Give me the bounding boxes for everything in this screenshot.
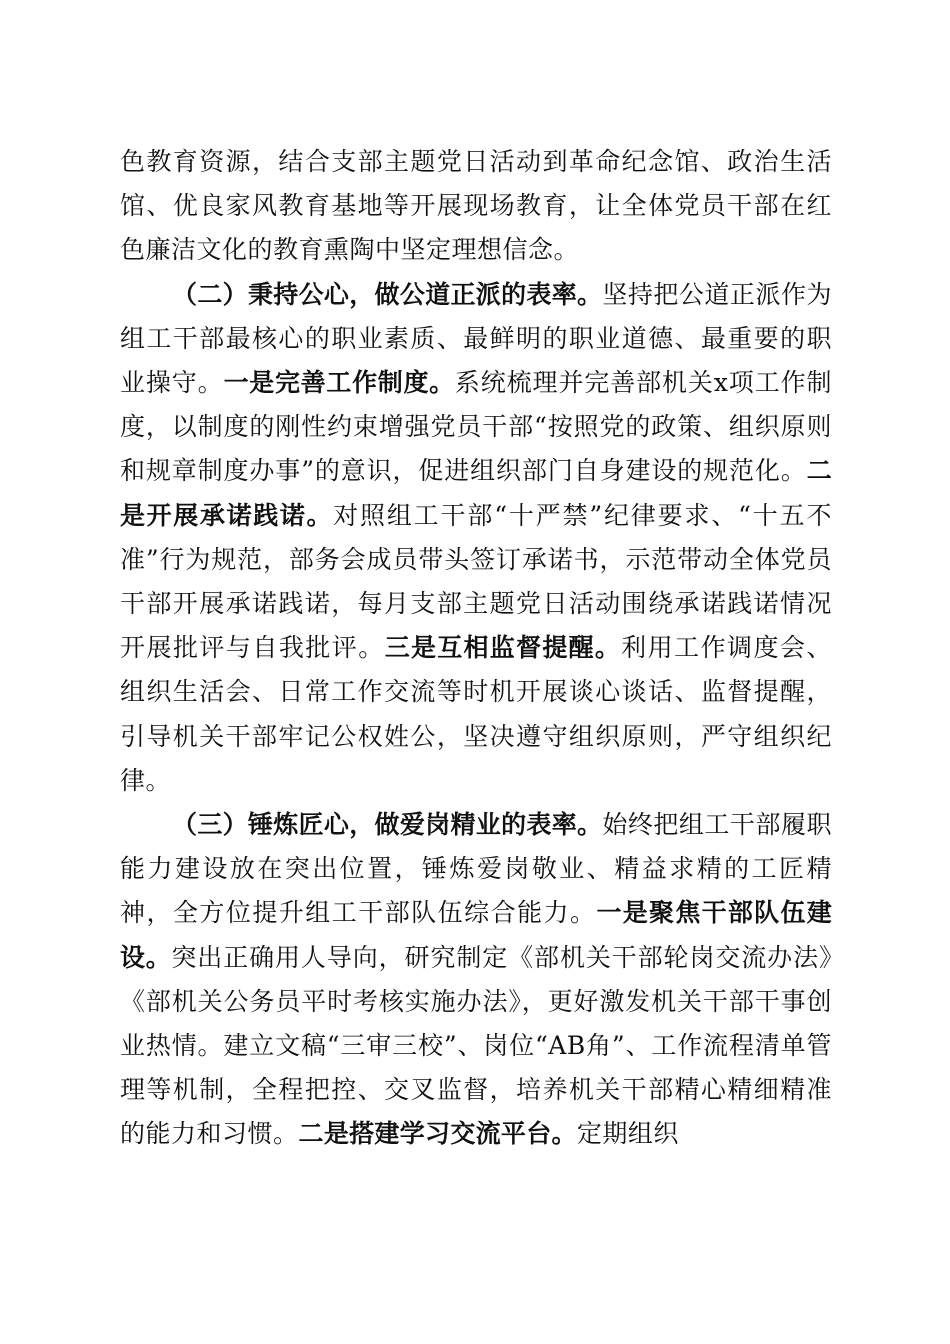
body-text-run: 坚持把公道正派作为组工干部最核心的职业素质、最鲜明的职业道德、最重要的职业操守。 <box>120 279 832 398</box>
body-text-run: 系统梳理并完善部机关x项工作制度，以制度的刚性约束增强党员干部“按照党的政策、组织原则和规章制度办事”的意识，促进组织部门自身建设的规范化。 <box>120 368 832 486</box>
body-text-run: 对照组工干部“十严禁”纪律要求、“十五不准”行为规范，部务会成员带头签订承诺书，示范带动全体党员干部开展承诺践诺，每月支部主题党日活动围绕承诺践诺情况开展批评与自我批评。 <box>120 500 832 663</box>
bold-heading-text: 二是开展承诺践诺。 <box>120 456 832 530</box>
paragraph-section-3-craftsmanship <box>120 803 832 1157</box>
paragraph-red-culture-education <box>120 140 832 273</box>
body-text-run: 色教育资源，结合支部主题党日活动到革命纪念馆、政治生活馆、优良家风教育基地等开展现场教育，让全体党员干部在红色廉洁文化的教育熏陶中坚定理想信念。 <box>120 147 832 265</box>
bold-heading-text: 一是完善工作制度。 <box>223 368 455 398</box>
document-body <box>120 140 832 1157</box>
bold-heading-text: （二）秉持公心，做公道正派的表率。 <box>172 279 603 309</box>
body-text-run: 始终把组工干部履职能力建设放在突出位置，锤炼爱岗敬业、精益求精的工匠精神，全方位提升组工干部队伍综合能力。 <box>120 810 832 928</box>
bold-heading-text: 一是聚焦干部队伍建设。 <box>120 898 832 972</box>
body-text-run: 突出正确用人导向，研究制定《部机关干部轮岗交流办法》《部机关公务员平时考核实施办法》，更好激发机关干部干事创业热情。建立文稿“三审三校”、岗位“AB角”、工作流程清单管理等机制，全程把控、交叉监督，培养机关干部精心精细精准的能力和习惯。 <box>120 942 832 1149</box>
bold-heading-text: 二是搭建学习交流平台。 <box>298 1119 577 1149</box>
paragraph-section-2-impartiality <box>120 273 832 803</box>
bold-heading-text: 三是互相监督提醒。 <box>384 633 622 663</box>
body-text-run: 定期组织 <box>576 1119 679 1149</box>
bold-heading-text: （三）锤炼匠心，做爱岗精业的表率。 <box>172 810 603 840</box>
body-text-run: 利用工作调度会、组织生活会、日常工作交流等时机开展谈心谈话、监督提醒，引导机关干部牢记公权姓公，坚决遵守组织原则，严守组织纪律。 <box>120 633 832 795</box>
